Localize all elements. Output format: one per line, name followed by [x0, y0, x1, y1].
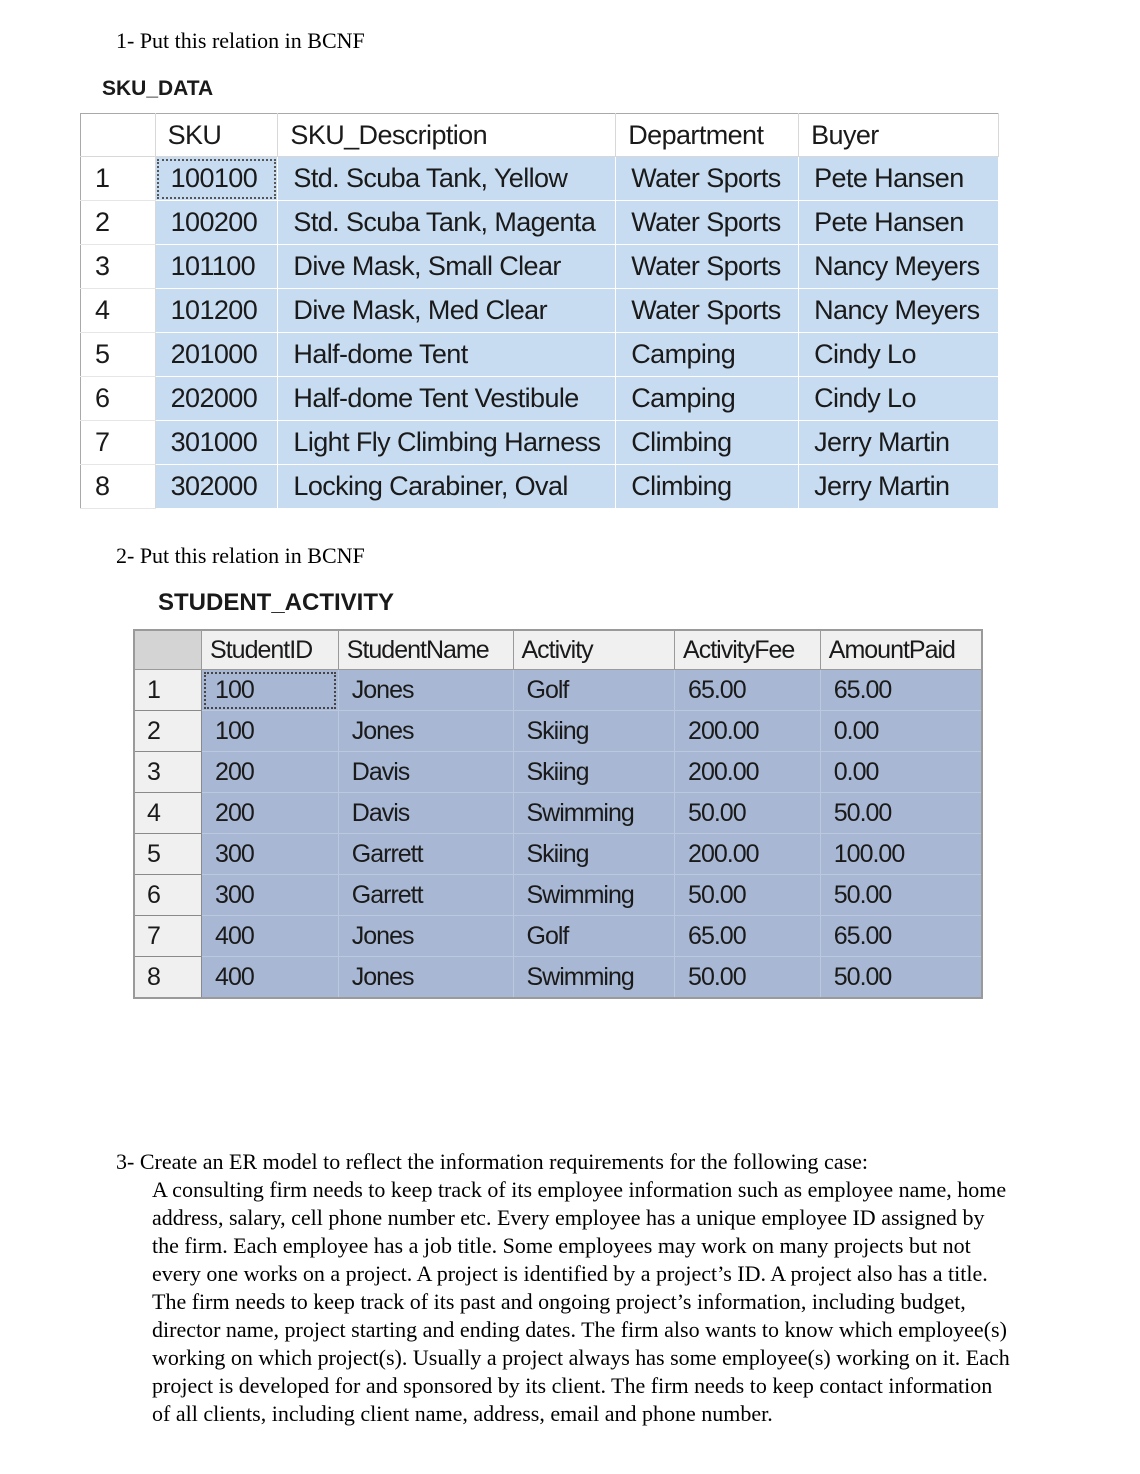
cell-buyer[interactable]: Nancy Meyers: [799, 245, 999, 289]
row-number[interactable]: 3: [134, 752, 202, 793]
row-number[interactable]: 2: [134, 711, 202, 752]
cell-name[interactable]: Davis: [338, 752, 513, 793]
cell-desc[interactable]: Half-dome Tent Vestibule: [278, 377, 616, 421]
row-number[interactable]: 8: [81, 465, 156, 509]
student-activity-row[interactable]: [134, 752, 982, 793]
cell-paid[interactable]: 65.00: [820, 670, 982, 711]
sku-data-row[interactable]: [81, 421, 999, 465]
cell-buyer[interactable]: Pete Hansen: [799, 201, 999, 245]
row-number[interactable]: 5: [134, 834, 202, 875]
student-activity-row[interactable]: [134, 670, 982, 711]
column-header-student-id[interactable]: StudentID: [202, 630, 339, 670]
cell-sku[interactable]: 100100: [155, 157, 278, 201]
cell-dept[interactable]: Camping: [616, 333, 799, 377]
sku-header-row: [81, 114, 999, 157]
cell-name[interactable]: Davis: [338, 793, 513, 834]
cell-sku[interactable]: 101100: [155, 245, 278, 289]
column-header-sku-description[interactable]: SKU_Description: [278, 114, 616, 157]
cell-name[interactable]: Jones: [338, 957, 513, 999]
cell-desc[interactable]: Dive Mask, Med Clear: [278, 289, 616, 333]
row-number[interactable]: 2: [81, 201, 156, 245]
row-number[interactable]: 1: [134, 670, 202, 711]
cell-name[interactable]: Jones: [338, 711, 513, 752]
cell-fee[interactable]: 200.00: [675, 752, 821, 793]
cell-sku[interactable]: 201000: [155, 333, 278, 377]
cell-paid[interactable]: 0.00: [820, 711, 982, 752]
cell-dept[interactable]: Water Sports: [616, 157, 799, 201]
cell-fee[interactable]: 200.00: [675, 711, 821, 752]
cell-paid[interactable]: 50.00: [820, 793, 982, 834]
row-number[interactable]: 4: [81, 289, 156, 333]
student-activity-row[interactable]: [134, 793, 982, 834]
cell-fee[interactable]: 50.00: [675, 875, 821, 916]
cell-buyer[interactable]: Pete Hansen: [799, 157, 999, 201]
cell-dept[interactable]: Climbing: [616, 465, 799, 509]
sku-data-row[interactable]: [81, 245, 999, 289]
cell-name[interactable]: Jones: [338, 670, 513, 711]
cell-id[interactable]: 100: [202, 670, 339, 711]
cell-id[interactable]: 400: [202, 916, 339, 957]
cell-id[interactable]: 200: [202, 752, 339, 793]
cell-name[interactable]: Garrett: [338, 834, 513, 875]
cell-activity[interactable]: Golf: [513, 916, 675, 957]
cell-activity[interactable]: Skiing: [513, 711, 675, 752]
row-number[interactable]: 5: [81, 333, 156, 377]
question-1-text: 1- Put this relation in BCNF: [116, 28, 365, 53]
cell-sku[interactable]: 101200: [155, 289, 278, 333]
sku-data-table-name: SKU_DATA: [102, 77, 214, 100]
student-activity-row[interactable]: [134, 957, 982, 999]
cell-buyer[interactable]: Jerry Martin: [799, 421, 999, 465]
question-3: [116, 1148, 1016, 1428]
sku-data-row[interactable]: [81, 289, 999, 333]
column-header-amount-paid[interactable]: AmountPaid: [820, 630, 982, 670]
row-number[interactable]: 7: [134, 916, 202, 957]
cell-dept[interactable]: Water Sports: [616, 289, 799, 333]
cell-fee[interactable]: 65.00: [675, 670, 821, 711]
cell-id[interactable]: 300: [202, 834, 339, 875]
cell-id[interactable]: 400: [202, 957, 339, 999]
cell-dept[interactable]: Water Sports: [616, 245, 799, 289]
student-activity-row[interactable]: [134, 916, 982, 957]
cell-fee[interactable]: 50.00: [675, 793, 821, 834]
cell-desc[interactable]: Std. Scuba Tank, Magenta: [278, 201, 616, 245]
student-activity-row[interactable]: [134, 711, 982, 752]
cell-paid[interactable]: 0.00: [820, 752, 982, 793]
cell-paid[interactable]: 50.00: [820, 957, 982, 999]
cell-desc[interactable]: Light Fly Climbing Harness: [278, 421, 616, 465]
sku-data-table: [80, 113, 999, 509]
sku-data-row[interactable]: [81, 333, 999, 377]
sku-data-row[interactable]: [81, 201, 999, 245]
cell-buyer[interactable]: Cindy Lo: [799, 333, 999, 377]
cell-sku[interactable]: 100200: [155, 201, 278, 245]
cell-desc[interactable]: Half-dome Tent: [278, 333, 616, 377]
cell-desc[interactable]: Locking Carabiner, Oval: [278, 465, 616, 509]
question-2-text: 2- Put this relation in BCNF: [116, 543, 365, 568]
cell-buyer[interactable]: Cindy Lo: [799, 377, 999, 421]
cell-sku[interactable]: 202000: [155, 377, 278, 421]
row-number-header: [134, 630, 202, 670]
row-number[interactable]: 8: [134, 957, 202, 999]
cell-desc[interactable]: Std. Scuba Tank, Yellow: [278, 157, 616, 201]
question-3-heading: 3- Create an ER model to reflect the information requirements for the following case:: [116, 1149, 869, 1174]
student-header-row: [134, 630, 982, 670]
cell-dept[interactable]: Climbing: [616, 421, 799, 465]
cell-fee[interactable]: 65.00: [675, 916, 821, 957]
cell-fee[interactable]: 200.00: [675, 834, 821, 875]
cell-sku[interactable]: 302000: [155, 465, 278, 509]
question-3-case-description: A consulting firm needs to keep track of its employee information such as employee name, home address, salary, cell phone number etc. Every employee has a unique employee ID assigned by the firm. Each employee has a job title. Some employees may work on many projects but not every one works on a project. A project is identified by a project’s ID. A project also has a title. The firm needs to keep track of its past and ongoing project’s information, including budget, director name, project starting and ending dates. The firm also wants to know which employee(s) working on which project(s). Usually a project always has some employee(s) working on it. Each project is developed for and sponsored by its client. The firm needs to keep contact information of all clients, including client name, address, email and phone number.: [152, 1177, 1010, 1426]
cell-sku[interactable]: 301000: [155, 421, 278, 465]
cell-buyer[interactable]: Nancy Meyers: [799, 289, 999, 333]
sku-data-row[interactable]: [81, 465, 999, 509]
cell-name[interactable]: Garrett: [338, 875, 513, 916]
row-number[interactable]: 1: [81, 157, 156, 201]
column-header-buyer[interactable]: Buyer: [799, 114, 999, 157]
cell-buyer[interactable]: Jerry Martin: [799, 465, 999, 509]
cell-dept[interactable]: Camping: [616, 377, 799, 421]
cell-paid[interactable]: 100.00: [820, 834, 982, 875]
row-number[interactable]: 6: [134, 875, 202, 916]
row-number-header: [81, 114, 156, 157]
student-activity-row[interactable]: [134, 834, 982, 875]
column-header-student-name[interactable]: StudentName: [338, 630, 513, 670]
row-number[interactable]: 4: [134, 793, 202, 834]
cell-desc[interactable]: Dive Mask, Small Clear: [278, 245, 616, 289]
cell-activity[interactable]: Swimming: [513, 875, 675, 916]
sku-data-row[interactable]: [81, 377, 999, 421]
row-number[interactable]: 7: [81, 421, 156, 465]
cell-name[interactable]: Jones: [338, 916, 513, 957]
cell-id[interactable]: 200: [202, 793, 339, 834]
row-number[interactable]: 3: [81, 245, 156, 289]
cell-paid[interactable]: 65.00: [820, 916, 982, 957]
cell-activity[interactable]: Skiing: [513, 752, 675, 793]
cell-dept[interactable]: Water Sports: [616, 201, 799, 245]
cell-id[interactable]: 300: [202, 875, 339, 916]
cell-activity[interactable]: Swimming: [513, 957, 675, 999]
column-header-department[interactable]: Department: [616, 114, 799, 157]
cell-paid[interactable]: 50.00: [820, 875, 982, 916]
cell-id[interactable]: 100: [202, 711, 339, 752]
cell-fee[interactable]: 50.00: [675, 957, 821, 999]
student-activity-row[interactable]: [134, 875, 982, 916]
sku-data-row[interactable]: [81, 157, 999, 201]
student-activity-table-name: STUDENT_ACTIVITY: [158, 589, 395, 616]
cell-activity[interactable]: Golf: [513, 670, 675, 711]
student-activity-table: [133, 629, 983, 999]
cell-activity[interactable]: Swimming: [513, 793, 675, 834]
column-header-activity-fee[interactable]: ActivityFee: [675, 630, 821, 670]
column-header-activity[interactable]: Activity: [513, 630, 675, 670]
row-number[interactable]: 6: [81, 377, 156, 421]
column-header-sku[interactable]: SKU: [155, 114, 278, 157]
cell-activity[interactable]: Skiing: [513, 834, 675, 875]
